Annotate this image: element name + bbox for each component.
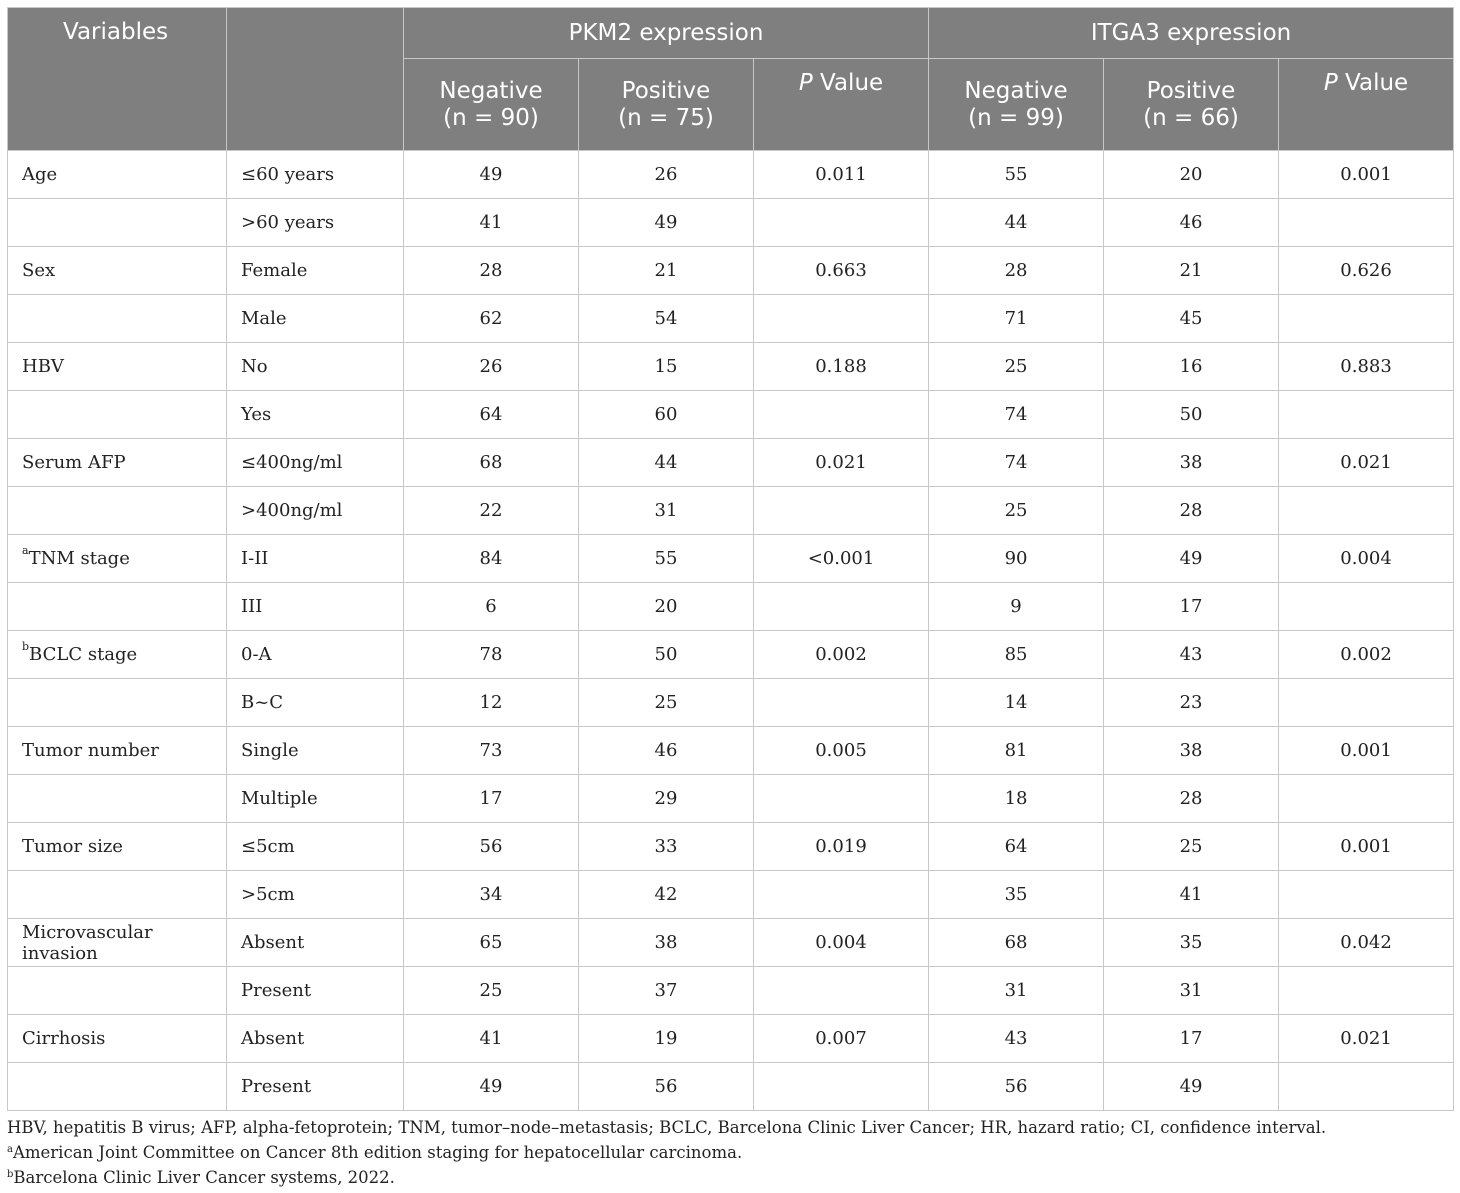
cell-value: 25 xyxy=(929,343,1104,391)
cell-value xyxy=(1279,967,1454,1015)
header-itga3-pvalue: P Value xyxy=(1279,59,1454,151)
cell-category: Male xyxy=(227,295,404,343)
cell-value: 81 xyxy=(929,727,1104,775)
cell-value: 17 xyxy=(1104,583,1279,631)
cell-category: ≤5cm xyxy=(227,823,404,871)
cell-variable xyxy=(8,775,227,823)
cell-category: III xyxy=(227,583,404,631)
variable-label: Age xyxy=(22,164,58,185)
cell-value xyxy=(1279,295,1454,343)
cell-value xyxy=(1279,775,1454,823)
table-row xyxy=(8,967,1454,1015)
cell-value: 0.004 xyxy=(754,919,929,967)
cell-category: >60 years xyxy=(227,199,404,247)
cell-value xyxy=(754,487,929,535)
cell-value: 43 xyxy=(1104,631,1279,679)
cell-value: 41 xyxy=(1104,871,1279,919)
cell-value: 0.007 xyxy=(754,1015,929,1063)
cell-value xyxy=(754,679,929,727)
cell-value: 34 xyxy=(404,871,579,919)
cell-value: 60 xyxy=(579,391,754,439)
cell-value: 56 xyxy=(579,1063,754,1111)
cell-value: 49 xyxy=(404,151,579,199)
cell-variable xyxy=(8,295,227,343)
cell-value: 0.021 xyxy=(754,439,929,487)
cell-value: 78 xyxy=(404,631,579,679)
footnote-a: $^a$American Joint Committee on Cancer 8th edition staging for hepatocellular carcinoma. xyxy=(7,1143,743,1162)
cell-variable xyxy=(8,439,227,487)
cell-value: 50 xyxy=(579,631,754,679)
cell-value: 38 xyxy=(579,919,754,967)
cell-value: 0.021 xyxy=(1279,1015,1454,1063)
header-variables: Variables xyxy=(8,8,227,151)
cell-value xyxy=(754,967,929,1015)
variable-label: Microvascular invasion xyxy=(22,921,153,964)
variable-label: HBV xyxy=(22,356,64,377)
cell-value: 0.002 xyxy=(1279,631,1454,679)
cell-value: 28 xyxy=(1104,775,1279,823)
cell-value: 31 xyxy=(579,487,754,535)
cell-category: B~C xyxy=(227,679,404,727)
cell-value: 18 xyxy=(929,775,1104,823)
cell-category: Yes xyxy=(227,391,404,439)
cell-value xyxy=(754,775,929,823)
table-row xyxy=(8,871,1454,919)
cell-value: 0.021 xyxy=(1279,439,1454,487)
cell-value: 0.001 xyxy=(1279,727,1454,775)
cell-value: 35 xyxy=(929,871,1104,919)
cell-value: 12 xyxy=(404,679,579,727)
cell-value: 26 xyxy=(579,151,754,199)
cell-value: 25 xyxy=(929,487,1104,535)
table-row xyxy=(8,679,1454,727)
table-row xyxy=(8,295,1454,343)
cell-value: 74 xyxy=(929,439,1104,487)
cell-value: 71 xyxy=(929,295,1104,343)
cell-value: 64 xyxy=(404,391,579,439)
cell-value: 0.019 xyxy=(754,823,929,871)
header-row-groups xyxy=(8,8,1454,59)
cell-value: 20 xyxy=(579,583,754,631)
header-pkm2-pvalue: P Value xyxy=(754,59,929,151)
cell-value: 85 xyxy=(929,631,1104,679)
cell-value: 56 xyxy=(929,1063,1104,1111)
cell-value: 35 xyxy=(1104,919,1279,967)
cell-value: 14 xyxy=(929,679,1104,727)
cell-value: 73 xyxy=(404,727,579,775)
header-pkm2-negative: Negative (n = 90) xyxy=(404,59,579,151)
cell-value: 0.004 xyxy=(1279,535,1454,583)
table-body xyxy=(8,151,1454,1111)
cell-value: 25 xyxy=(1104,823,1279,871)
header-itga3-negative: Negative (n = 99) xyxy=(929,59,1104,151)
cell-category: ≤400ng/ml xyxy=(227,439,404,487)
header-group-itga3: ITGA3 expression xyxy=(929,8,1454,59)
cell-value: 38 xyxy=(1104,727,1279,775)
variable-label: Sex xyxy=(22,260,56,281)
cell-category: I-II xyxy=(227,535,404,583)
cell-variable xyxy=(8,199,227,247)
cell-value: 50 xyxy=(1104,391,1279,439)
table-row xyxy=(8,1063,1454,1111)
cell-value: 37 xyxy=(579,967,754,1015)
cell-value: 0.001 xyxy=(1279,823,1454,871)
footnote-marker: a xyxy=(22,544,29,557)
cell-value: 16 xyxy=(1104,343,1279,391)
cell-value xyxy=(754,295,929,343)
cell-value: 49 xyxy=(1104,535,1279,583)
cell-variable xyxy=(8,1063,227,1111)
cell-value: 17 xyxy=(404,775,579,823)
cell-value: 21 xyxy=(579,247,754,295)
cell-value: 49 xyxy=(404,1063,579,1111)
cell-value: 29 xyxy=(579,775,754,823)
cell-variable xyxy=(8,487,227,535)
cell-value: 74 xyxy=(929,391,1104,439)
cell-value: 62 xyxy=(404,295,579,343)
table-row xyxy=(8,583,1454,631)
cell-value: 9 xyxy=(929,583,1104,631)
cell-category: Absent xyxy=(227,919,404,967)
cell-value: 90 xyxy=(929,535,1104,583)
variable-label: TNM stage xyxy=(28,548,130,569)
table-row xyxy=(8,247,1454,295)
cell-value: 68 xyxy=(404,439,579,487)
cell-value: 0.002 xyxy=(754,631,929,679)
cell-value: 84 xyxy=(404,535,579,583)
cell-variable xyxy=(8,727,227,775)
table-row xyxy=(8,439,1454,487)
table-row xyxy=(8,391,1454,439)
cell-value: 49 xyxy=(1104,1063,1279,1111)
cell-value: 55 xyxy=(579,535,754,583)
cell-category: Female xyxy=(227,247,404,295)
cell-value xyxy=(1279,679,1454,727)
header-group-pkm2: PKM2 expression xyxy=(404,8,929,59)
variable-label: BCLC stage xyxy=(29,644,138,665)
cell-value xyxy=(1279,391,1454,439)
table-row xyxy=(8,775,1454,823)
variable-label: Cirrhosis xyxy=(22,1028,106,1049)
cell-value xyxy=(754,391,929,439)
table-row xyxy=(8,1015,1454,1063)
cell-value xyxy=(754,1063,929,1111)
cell-category: Present xyxy=(227,967,404,1015)
cell-category: Multiple xyxy=(227,775,404,823)
cell-value: 49 xyxy=(579,199,754,247)
cell-value: 0.042 xyxy=(1279,919,1454,967)
cell-value: 41 xyxy=(404,199,579,247)
table-row xyxy=(8,727,1454,775)
cell-category: Present xyxy=(227,1063,404,1111)
cell-variable xyxy=(8,343,227,391)
cell-value: 31 xyxy=(929,967,1104,1015)
variable-label: Serum AFP xyxy=(22,452,126,473)
variable-label: Tumor number xyxy=(22,740,159,761)
cell-category: ≤60 years xyxy=(227,151,404,199)
cell-value: 28 xyxy=(404,247,579,295)
cell-value: 6 xyxy=(404,583,579,631)
cell-value xyxy=(754,583,929,631)
cell-category: >400ng/ml xyxy=(227,487,404,535)
footnote-abbreviations: HBV, hepatitis B virus; AFP, alpha-fetoprotein; TNM, tumor–node–metastasis; BCLC, Barcelona Clinic Liver Cancer; HR, hazard ratio; CI, confidence interval. xyxy=(7,1118,1327,1137)
cell-value: 33 xyxy=(579,823,754,871)
cell-value: 22 xyxy=(404,487,579,535)
header-blank xyxy=(227,8,404,151)
cell-value xyxy=(1279,1063,1454,1111)
variable-label: Tumor size xyxy=(22,836,123,857)
cell-value: 68 xyxy=(929,919,1104,967)
cell-value: 28 xyxy=(929,247,1104,295)
cell-variable xyxy=(8,535,227,583)
cell-value: 26 xyxy=(404,343,579,391)
cell-variable xyxy=(8,583,227,631)
cell-value: 25 xyxy=(404,967,579,1015)
table-row xyxy=(8,631,1454,679)
footnote-marker: b xyxy=(22,640,30,653)
table-row xyxy=(8,151,1454,199)
cell-value: 54 xyxy=(579,295,754,343)
cell-value: 46 xyxy=(1104,199,1279,247)
cell-value xyxy=(1279,871,1454,919)
cell-value: 0.011 xyxy=(754,151,929,199)
cell-variable xyxy=(8,391,227,439)
cell-value: 0.883 xyxy=(1279,343,1454,391)
footnotes xyxy=(7,1115,1453,1190)
cell-variable xyxy=(8,247,227,295)
cell-variable xyxy=(8,631,227,679)
header-itga3-positive: Positive (n = 66) xyxy=(1104,59,1279,151)
cell-variable xyxy=(8,679,227,727)
cell-variable xyxy=(8,967,227,1015)
footnote-b: $^b$Barcelona Clinic Liver Cancer systems, 2022. xyxy=(7,1168,395,1187)
cell-value: 0.626 xyxy=(1279,247,1454,295)
cell-value: 65 xyxy=(404,919,579,967)
cell-value: 15 xyxy=(579,343,754,391)
cell-value: 41 xyxy=(404,1015,579,1063)
table-row xyxy=(8,487,1454,535)
cell-value: 55 xyxy=(929,151,1104,199)
cell-value: <0.001 xyxy=(754,535,929,583)
table-row xyxy=(8,343,1454,391)
table-row xyxy=(8,823,1454,871)
cell-value: 43 xyxy=(929,1015,1104,1063)
table-row xyxy=(8,919,1454,967)
table-row xyxy=(8,535,1454,583)
cell-value: 19 xyxy=(579,1015,754,1063)
cell-value: 0.005 xyxy=(754,727,929,775)
cell-value: 28 xyxy=(1104,487,1279,535)
data-table xyxy=(7,7,1454,1111)
cell-value: 21 xyxy=(1104,247,1279,295)
cell-value xyxy=(754,871,929,919)
header-pkm2-positive: Positive (n = 75) xyxy=(579,59,754,151)
cell-value: 44 xyxy=(929,199,1104,247)
cell-value: 31 xyxy=(1104,967,1279,1015)
cell-value xyxy=(754,199,929,247)
cell-value xyxy=(1279,583,1454,631)
cell-value: 56 xyxy=(404,823,579,871)
table-row xyxy=(8,199,1454,247)
cell-value: 44 xyxy=(579,439,754,487)
cell-category: Absent xyxy=(227,1015,404,1063)
cell-value: 64 xyxy=(929,823,1104,871)
cell-value: 42 xyxy=(579,871,754,919)
cell-value: 0.663 xyxy=(754,247,929,295)
cell-category: 0-A xyxy=(227,631,404,679)
cell-value xyxy=(1279,199,1454,247)
cell-value: 17 xyxy=(1104,1015,1279,1063)
cell-variable xyxy=(8,919,227,967)
cell-value: 0.001 xyxy=(1279,151,1454,199)
cell-value xyxy=(1279,487,1454,535)
cell-value: 20 xyxy=(1104,151,1279,199)
cell-value: 23 xyxy=(1104,679,1279,727)
cell-variable xyxy=(8,1015,227,1063)
cell-category: No xyxy=(227,343,404,391)
cell-value: 45 xyxy=(1104,295,1279,343)
cell-variable xyxy=(8,823,227,871)
cell-value: 0.188 xyxy=(754,343,929,391)
cell-variable xyxy=(8,871,227,919)
cell-category: >5cm xyxy=(227,871,404,919)
cell-value: 25 xyxy=(579,679,754,727)
cell-category: Single xyxy=(227,727,404,775)
cell-value: 38 xyxy=(1104,439,1279,487)
cell-value: 46 xyxy=(579,727,754,775)
cell-variable xyxy=(8,151,227,199)
